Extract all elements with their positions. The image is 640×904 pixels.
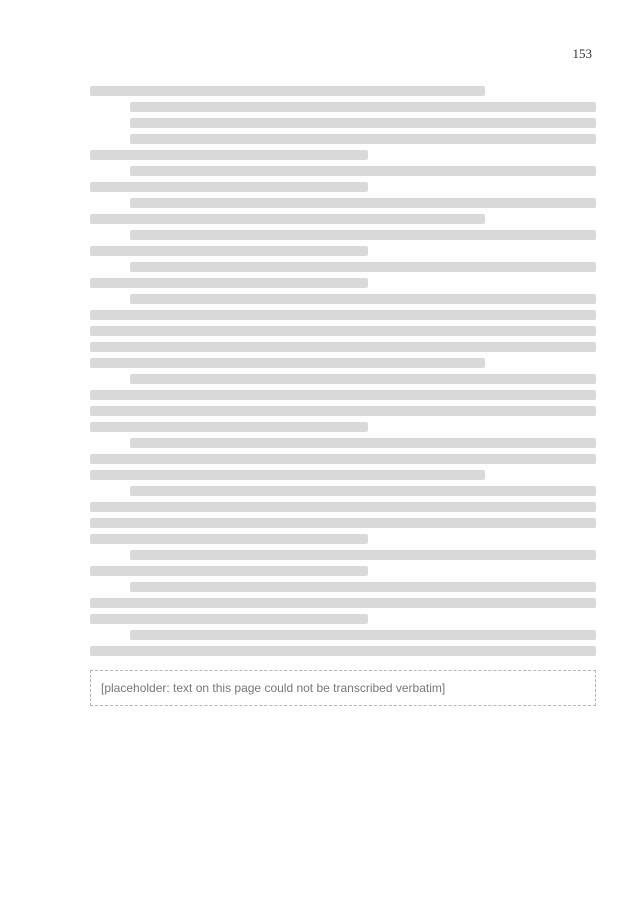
text-line-placeholder (90, 310, 596, 320)
text-line-placeholder (90, 86, 485, 96)
text-line-placeholder (130, 134, 596, 144)
text-line-placeholder (90, 598, 596, 608)
text-line-placeholder (130, 262, 596, 272)
text-line-placeholder (90, 278, 368, 288)
text-line-placeholder (130, 550, 596, 560)
body-text (90, 80, 596, 706)
text-block-3 (90, 294, 596, 368)
page-number: 153 (572, 46, 592, 61)
text-line-placeholder (90, 518, 596, 528)
text-line-placeholder (90, 150, 368, 160)
text-line-placeholder (90, 422, 368, 432)
text-line-placeholder (90, 502, 596, 512)
text-line-placeholder (90, 566, 368, 576)
text-line-placeholder (90, 246, 368, 256)
text-line-placeholder (90, 646, 596, 656)
text-line-placeholder (130, 118, 596, 128)
transcription-placeholder-note: [placeholder: text on this page could not be transcribed verbatim] (90, 670, 596, 706)
text-line-placeholder (130, 102, 596, 112)
text-line-placeholder (90, 342, 596, 352)
text-line-placeholder (130, 630, 596, 640)
text-line-placeholder (130, 374, 596, 384)
text-line-placeholder (130, 230, 596, 240)
text-line-placeholder (90, 406, 596, 416)
text-line-placeholder (90, 454, 596, 464)
text-line-placeholder (130, 486, 596, 496)
text-block-7 (90, 550, 596, 576)
text-line-placeholder (130, 294, 596, 304)
text-line-placeholder (90, 470, 485, 480)
text-block-2 (90, 198, 596, 288)
text-line-placeholder (90, 534, 368, 544)
text-line-placeholder (130, 582, 596, 592)
text-line-placeholder (90, 614, 368, 624)
text-line-placeholder (90, 214, 485, 224)
text-line-placeholder (90, 358, 485, 368)
text-line-placeholder (90, 390, 596, 400)
text-block-8 (90, 582, 596, 624)
text-line-placeholder (130, 198, 596, 208)
text-line-placeholder (130, 438, 596, 448)
text-block-9 (90, 630, 596, 656)
text-line-placeholder (90, 326, 596, 336)
text-line-placeholder (90, 182, 368, 192)
text-block-5 (90, 438, 596, 480)
text-block-4 (90, 374, 596, 432)
text-block-6 (90, 486, 596, 544)
text-line-placeholder (130, 166, 596, 176)
text-block-1 (90, 86, 596, 192)
